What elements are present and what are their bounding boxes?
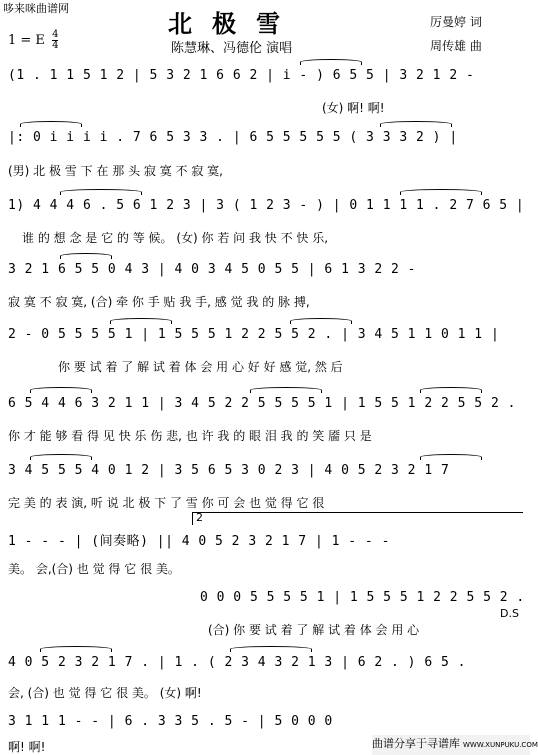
slur-mark xyxy=(380,121,452,127)
slur-mark xyxy=(110,318,172,324)
slur-mark xyxy=(290,318,352,324)
key-signature xyxy=(8,30,58,51)
lyrics-line-2: (男) 北 极 雪 下 在 那 头 寂 寞 不 寂 寞, xyxy=(8,164,223,178)
lyrics-line-3: 谁 的 想 念 是 它 的 等 候。 (女) 你 若 问 我 快 不 快 乐, xyxy=(22,231,329,245)
slur-mark xyxy=(420,387,482,393)
footer-text: 曲谱分享于寻谱库 xyxy=(372,737,460,750)
volta-bracket xyxy=(192,512,523,525)
footer-url: WWW.XUNPUKU.COM xyxy=(463,741,538,749)
dal-segno-mark: D.S xyxy=(500,607,519,620)
slur-mark xyxy=(250,387,322,393)
slur-mark xyxy=(300,59,362,65)
song-title: 北极雪 xyxy=(168,10,300,38)
lyrics-line-5: 你 要 试 着 了 解 试 着 体 会 用 心 好 好 感 觉, 然 后 xyxy=(58,360,343,374)
lyrics-line-11: 啊! 啊! xyxy=(8,740,46,754)
lyrics-line-8: 美。 会,(合) 也 觉 得 它 很 美。 xyxy=(8,562,180,576)
lyrics-line-1: (女) 啊! 啊! xyxy=(322,101,385,115)
lyrics-line-7: 完 美 的 表 演, 听 说 北 极 下 了 雪 你 可 会 也 觉 得 它 很 xyxy=(8,496,325,510)
slur-mark xyxy=(60,189,142,195)
notation-line-6: 6 5 4 4 6 3 2 1 1 | 3 4 5 2 2 5 5 5 5 1 | 1 5 5 1 2 2 5 5 2 . xyxy=(8,396,516,411)
notation-line-2: |: 0 i i i i . 7 6 5 3 3 . | 6 5 5 5 5 5 ( 3 3 3 2 ) | xyxy=(8,130,458,145)
notation-line-4: 3 2 1 6 5 5 0 4 3 | 4 0 3 4 5 0 5 5 | 6 1 3 2 2 - xyxy=(8,262,417,277)
slur-mark xyxy=(420,454,482,460)
notation-line-8: 1 - - - | (间奏略) || 4 0 5 2 3 2 1 7 | 1 - - - xyxy=(8,534,390,549)
time-sig-top: 4 xyxy=(52,29,59,40)
slur-mark xyxy=(400,189,482,195)
notation-line-3: 1) 4 4 4 6 . 5 6 1 2 3 | 3 ( 1 2 3 - ) | 0 1 1 1 1 . 2 7 6 5 | xyxy=(8,198,525,213)
lyrics-line-10: 会, (合) 也 觉 得 它 很 美。 (女) 啊! xyxy=(8,686,202,700)
slur-mark xyxy=(30,387,92,393)
share-footer xyxy=(372,735,538,755)
singers-credit: 陈慧琳、冯德伦 演唱 xyxy=(171,41,293,56)
slur-mark xyxy=(30,454,92,460)
lyricist-credit: 厉曼婷 词 xyxy=(430,15,482,29)
volta-number: 2 xyxy=(196,511,203,524)
time-signature xyxy=(52,30,58,51)
notation-line-7: 3 4 5 5 5 4 0 1 2 | 3 5 6 5 3 0 2 3 | 4 0 5 2 3 2 1 7 xyxy=(8,463,450,478)
time-sig-bottom: 4 xyxy=(52,40,59,51)
notation-line-9: 0 0 0 5 5 5 5 1 | 1 5 5 5 1 2 2 5 5 2 . xyxy=(200,590,525,605)
notation-line-5: 2 - 0 5 5 5 5 1 | 1 5 5 5 1 2 2 5 5 2 . | 3 4 5 1 1 0 1 1 | xyxy=(8,327,500,342)
slur-mark xyxy=(230,646,312,652)
composer-credit: 周传雄 曲 xyxy=(430,39,482,53)
lyrics-line-4: 寂 寞 不 寂 寞, (合) 牵 你 手 贴 我 手, 感 觉 我 的 脉 搏, xyxy=(8,295,310,309)
lyrics-line-6: 你 才 能 够 看 得 见 快 乐 伤 悲, 也 许 我 的 眼 泪 我 的 笑 靥 只 是 xyxy=(8,429,372,443)
notation-line-10: 4 0 5 2 3 2 1 7 . | 1 . ( 2 3 4 3 2 1 3 | 6 2 . ) 6 5 . xyxy=(8,655,466,670)
site-watermark: 哆来咪曲谱网 xyxy=(3,2,69,15)
slur-mark xyxy=(60,253,112,259)
key-label: 1 = E xyxy=(8,33,45,48)
lyrics-line-9: (合) 你 要 试 着 了 解 试 着 体 会 用 心 xyxy=(208,623,420,637)
slur-mark xyxy=(40,646,112,652)
notation-line-11: 3 1 1 1 - - | 6 . 3 3 5 . 5 - | 5 0 0 0 xyxy=(8,714,333,729)
notation-line-1: (1 . 1 1 5 1 2 | 5 3 2 1 6 6 2 | i - ) 6 5 5 | 3 2 1 2 - xyxy=(8,68,475,83)
slur-mark xyxy=(20,121,82,127)
